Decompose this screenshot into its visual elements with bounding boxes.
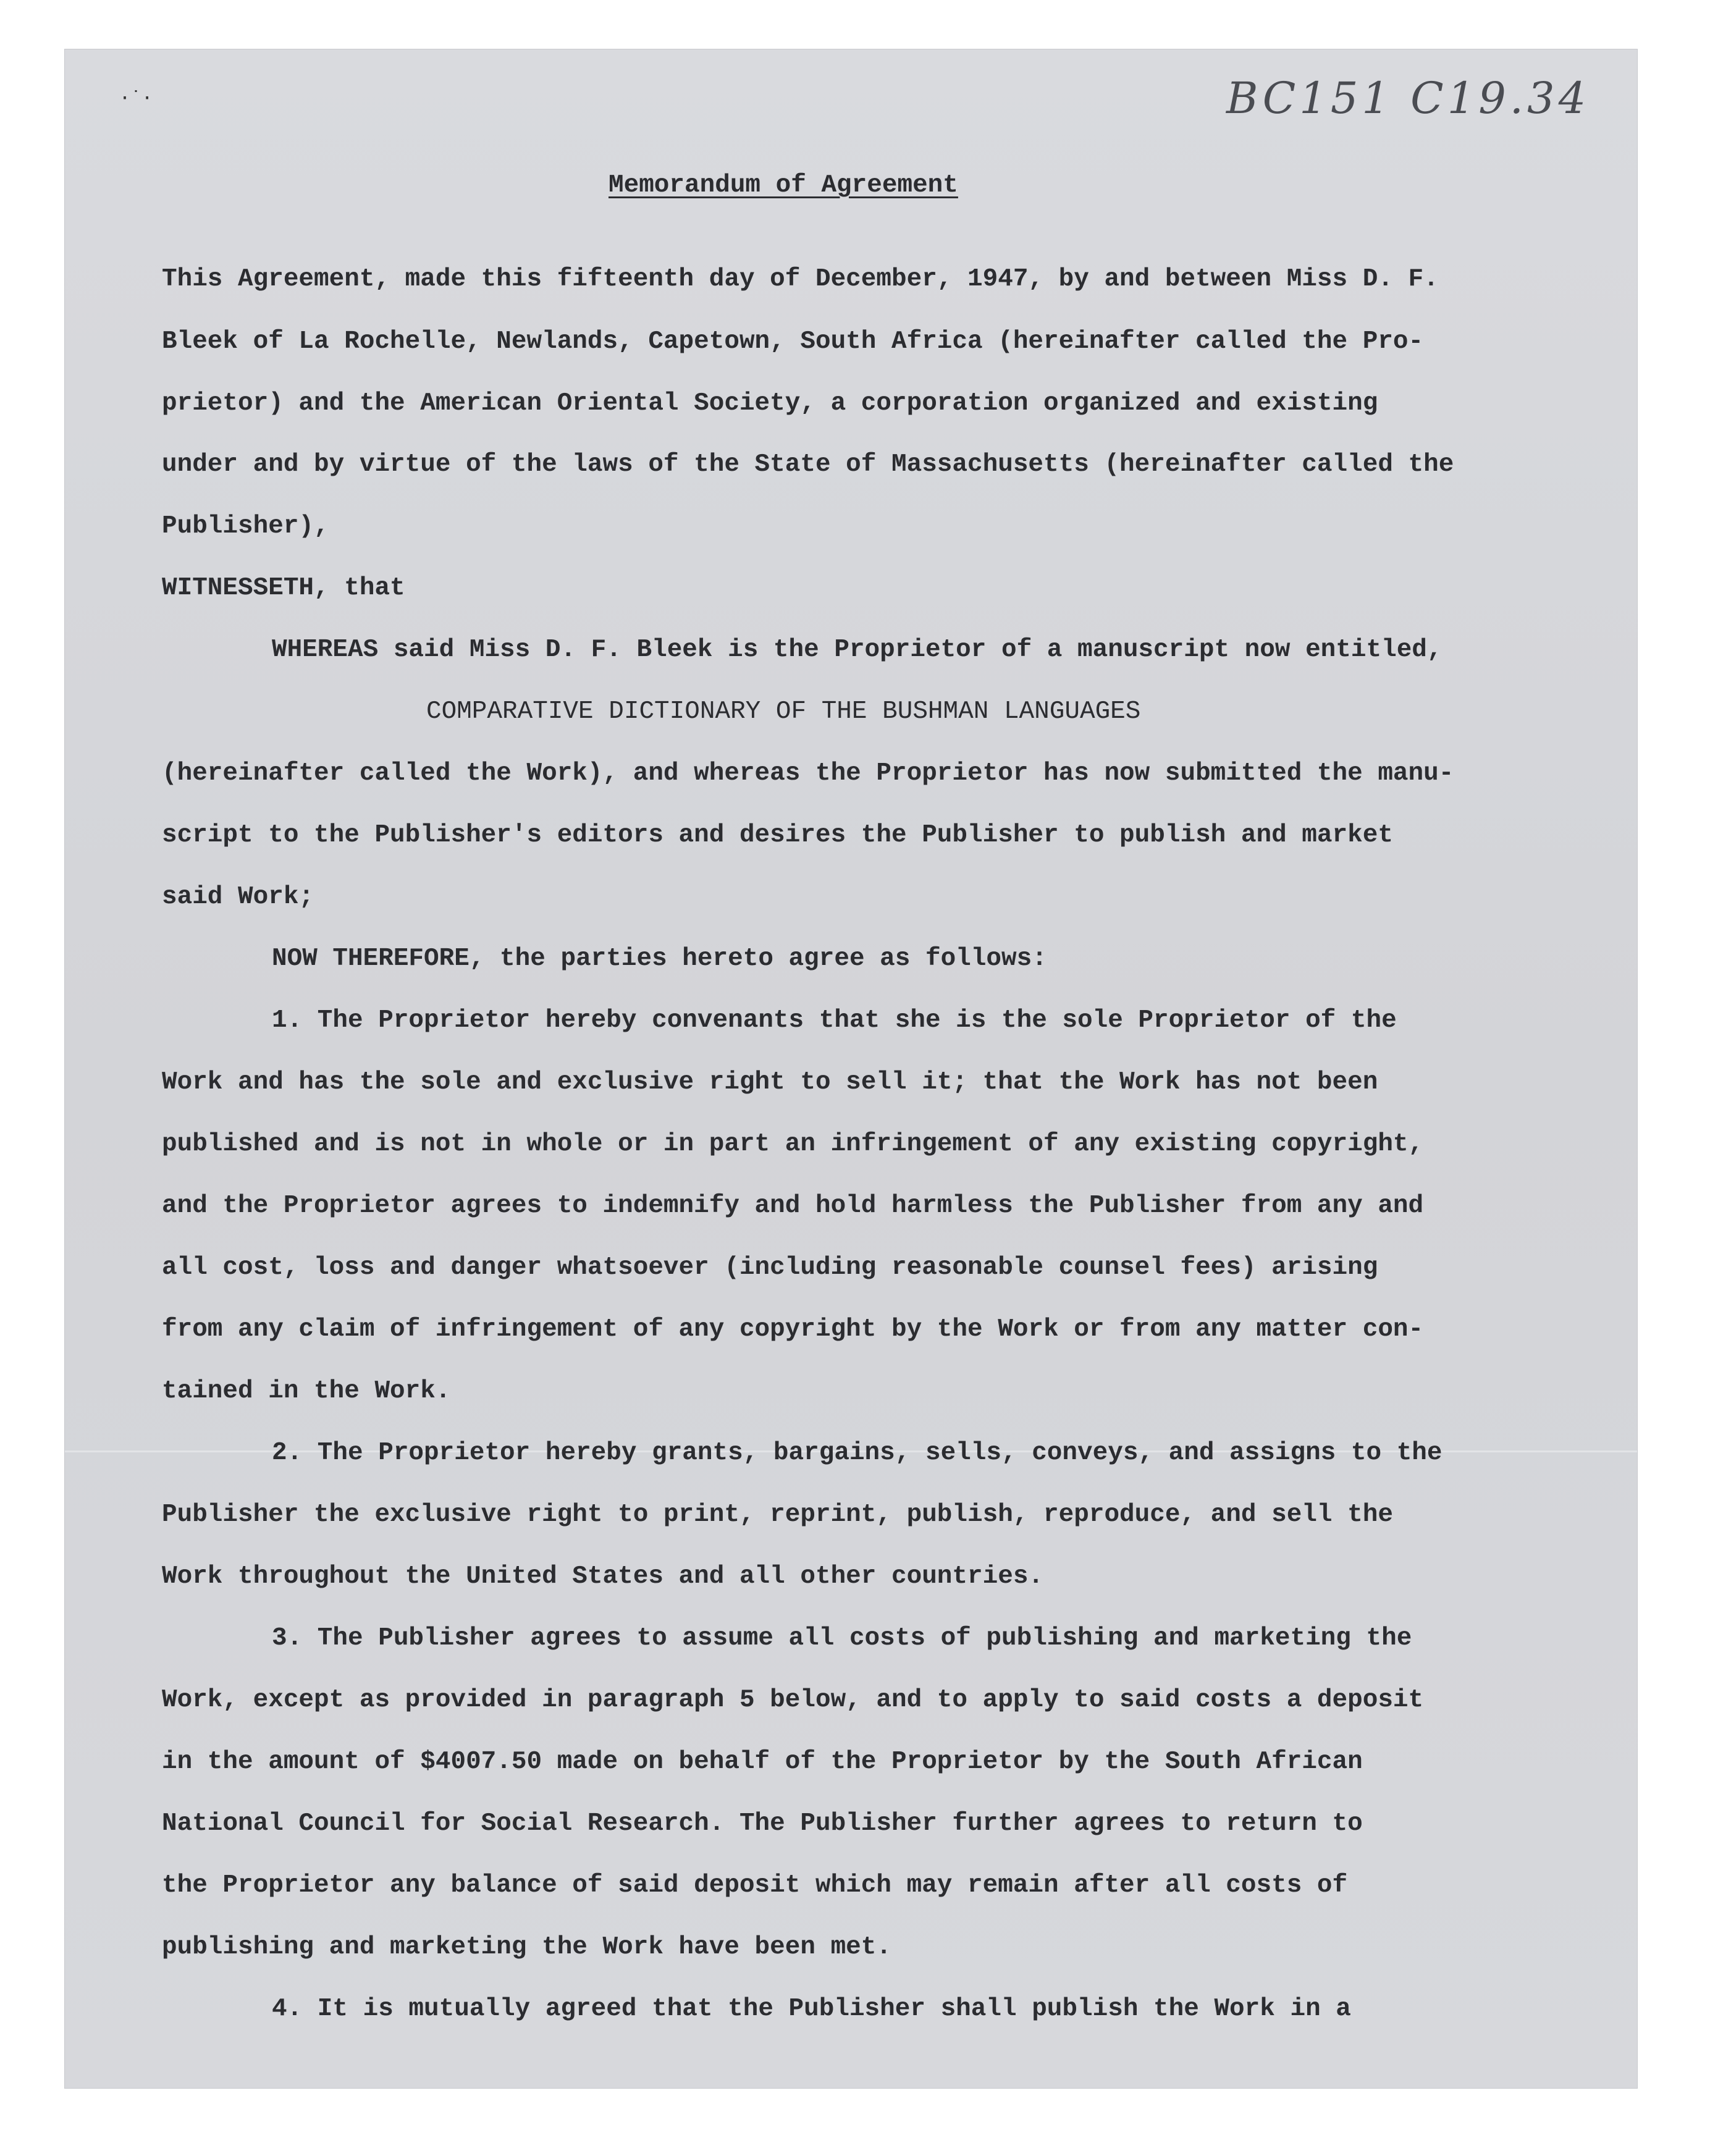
text-line: Publisher the exclusive right to print, reprint, publish, reproduce, and sell the	[162, 1501, 1393, 1529]
text-line: prietor) and the American Oriental Society, a corporation organized and existing	[162, 389, 1378, 418]
text-line: 2. The Proprietor hereby grants, bargains, sells, conveys, and assigns to the	[272, 1439, 1443, 1467]
text-line: WHEREAS said Miss D. F. Bleek is the Proprietor of a manuscript now entitled,	[272, 636, 1443, 664]
document-title: Memorandum of Agreement	[609, 171, 958, 200]
text-line: Publisher),	[162, 512, 329, 541]
text-line: NOW THEREFORE, the parties hereto agree as follows:	[272, 945, 1047, 973]
text-line: script to the Publisher's editors and desires the Publisher to publish and market	[162, 821, 1393, 849]
text-line: in the amount of $4007.50 made on behalf of the Proprietor by the South African	[162, 1748, 1363, 1776]
text-line: and the Proprietor agrees to indemnify and hold harmless the Publisher from any and	[162, 1192, 1424, 1220]
text-line: Work, except as provided in paragraph 5 below, and to apply to said costs a deposit	[162, 1686, 1424, 1714]
text-line: 1. The Proprietor hereby convenants that she is the sole Proprietor of the	[272, 1006, 1397, 1035]
text-line: Bleek of La Rochelle, Newlands, Capetown, South Africa (hereinafter called the Pro-	[162, 327, 1424, 356]
text-line: published and is not in whole or in part an infringement of any existing copyright,	[162, 1130, 1424, 1158]
text-line: from any claim of infringement of any copyright by the Work or from any matter con-	[162, 1315, 1424, 1344]
text-line: Work and has the sole and exclusive right to sell it; that the Work has not been	[162, 1068, 1378, 1097]
text-line: all cost, loss and danger whatsoever (including reasonable counsel fees) arising	[162, 1253, 1378, 1282]
text-line: publishing and marketing the Work have been met.	[162, 1933, 891, 1961]
text-line: tained in the Work.	[162, 1377, 451, 1405]
text-line: National Council for Social Research. The Publisher further agrees to return to	[162, 1809, 1363, 1838]
text-line: said Work;	[162, 883, 314, 911]
text-line: 4. It is mutually agreed that the Publisher shall publish the Work in a	[272, 1995, 1351, 2023]
text-line: under and by virtue of the laws of the State of Massachusetts (hereinafter called the	[162, 450, 1454, 479]
text-line: Work throughout the United States and all other countries.	[162, 1562, 1044, 1591]
text-line: (hereinafter called the Work), and whereas the Proprietor has now submitted the manu-	[162, 759, 1454, 788]
text-line: WITNESSETH, that	[162, 574, 405, 602]
work-title: COMPARATIVE DICTIONARY OF THE BUSHMAN LANGUAGES	[426, 697, 1141, 726]
text-line: This Agreement, made this fifteenth day of December, 1947, by and between Miss D. F.	[162, 265, 1439, 293]
text-line: the Proprietor any balance of said deposit which may remain after all costs of	[162, 1871, 1348, 1900]
archive-reference-mark: BC151 C19.34	[1226, 73, 1590, 124]
text-line: 3. The Publisher agrees to assume all costs of publishing and marketing the	[272, 1624, 1412, 1653]
document-page	[65, 49, 1637, 2088]
ink-speck: ·˙·	[119, 88, 153, 109]
